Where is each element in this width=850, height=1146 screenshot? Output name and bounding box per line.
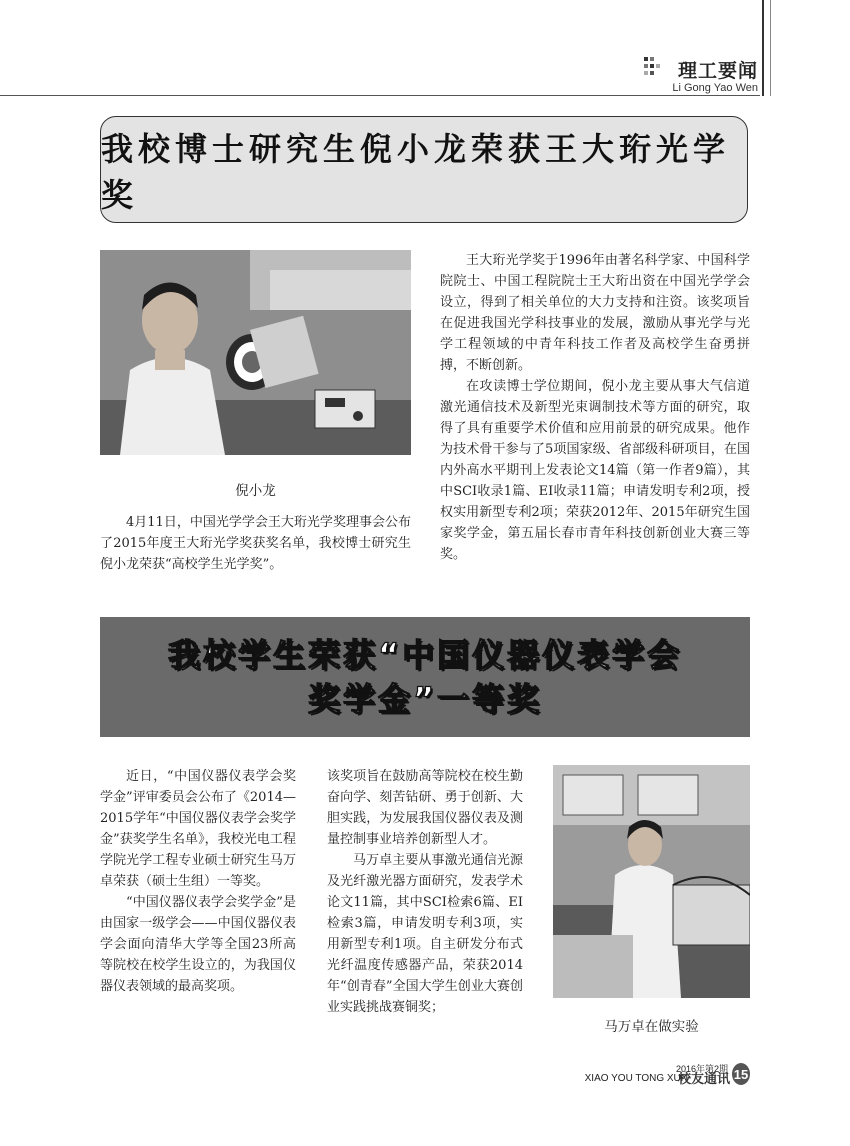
article2-paragraph: 近日，“中国仪器仪表学会奖学金”评审委员会公布了《2014—2015学年“中国仪器仪表学会奖学金”获奖学生名单》，我校光电工程学院光学工程专业硕士研究生马万卓荣获（硕士生组）一等奖。 [100,769,296,889]
article2-title-line2: 奖学金”一等奖 [307,680,543,718]
article2-photo-caption: 马万卓在做实验 [604,1019,699,1035]
article1-right-paragraph: 王大珩光学奖于1996年由著名科学家、中国科学院院士、中国工程院院士王大珩出资在中国光学学会设立，得到了相关单位的大力支持和注资。该奖项旨在促进我国光学科技事业的发展，激励从事光学与光学工程领域的中青年科技工作者及高校学生奋勇拼搏，不断创新。 [440,253,750,373]
section-title-en: Li Gong Yao Wen [672,82,758,94]
article2-column-2 [327,766,523,1018]
article1-left-paragraph: 4月11日，中国光学学会王大珩光学奖理事会公布了2015年度王大珩光学奖获奖名单，我校博士研究生倪小龙荣获“高校学生光学奖”。 [100,515,411,572]
article1-title: 我校博士研究生倪小龙荣获王大珩光学奖 [101,129,731,214]
article2-paragraph-continued: 该奖项旨在鼓励高等院校在校生勤奋向学、刻苦钻研、勇于创新、大胆实践，为发展我国仪器仪表及测量控制事业培养创新型人才。 [327,769,523,847]
article2-title-line1: 我校学生荣获“中国仪器仪表学会 [167,636,683,674]
footer-issue: 2016年第2期 [675,1064,728,1074]
article2-photo [553,765,750,998]
footer-magazine-en: XIAO YOU TONG XUN [584,1073,688,1084]
article1-photo [100,250,411,455]
article1-right-paragraph: 在攻读博士学位期间，倪小龙主要从事大气信道激光通信技术及新型光束调制技术等方面的研究，取得了具有重要学术价值和应用前景的研究成果。他作为技术骨干参与了5项国家级、省部级科研项目，在国内外高水平期刊上发表论文14篇（第一作者9篇），其中SCI收录1篇、EI收录11篇；申请发明专利2项，授权实用新型专利2项；荣获2012年、2015年研究生国家奖学金，第五届长春市青年科技创新创业大赛三等奖。 [440,379,750,562]
page-edge-rule [762,0,764,96]
page-edge-rule-thin [770,0,771,96]
article1-title-box [100,116,748,223]
footer-magazine-cn: 校友通讯 [677,1072,730,1087]
article1-left-column [100,512,411,575]
section-mark-icon [644,57,660,75]
article1-photo-caption: 倪小龙 [235,483,276,499]
experiment-scene-image [553,765,750,998]
article2-paragraph: 马万卓主要从事激光通信光源及光纤激光器方面研究，发表学术论文11篇，其中SCI检索6篇、EI检索3篇，申请发明专利3项，实用新型专利1项。自主研发分布式光纤温度传感器产品，荣获2014年“创青春”全国大学生创业大赛创业实践挑战赛铜奖； [327,853,523,1015]
article2-title-box [100,617,750,737]
page-number: 15 [732,1063,750,1085]
article1-right-column [440,250,750,565]
lab-scene-image [100,250,411,455]
article2-column-1 [100,766,296,997]
header-divider [0,95,760,96]
section-title: 理工要闻 [677,60,758,82]
article2-paragraph: “中国仪器仪表学会奖学金”是由国家一级学会——中国仪器仪表学会面向清华大学等全国23所高等院校在校学生设立的，为我国仪器仪表领域的最高奖项。 [100,895,296,994]
